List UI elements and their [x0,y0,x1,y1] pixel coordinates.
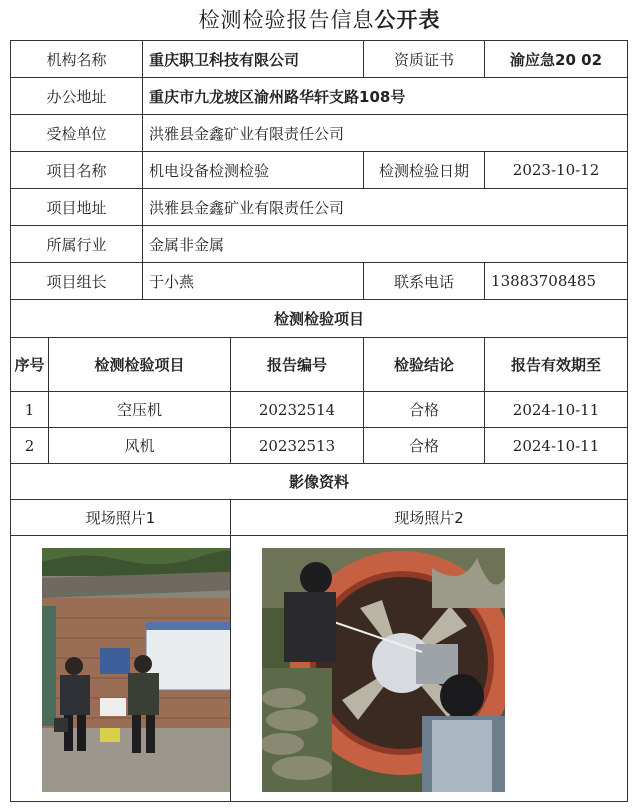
phone-value: 13883708485 [485,263,628,300]
photo-labels-row [11,500,628,536]
date-label: 检测检验日期 [364,152,485,189]
site-photo-2 [262,548,505,792]
row-valid: 2024-10-11 [485,428,628,464]
leader-label: 项目组长 [11,263,143,300]
photos-row [11,536,628,802]
photo2-label: 现场照片2 [231,500,628,536]
site-photo-1 [42,548,231,792]
address-label: 办公地址 [11,78,143,115]
row-valid: 2024-10-11 [485,392,628,428]
table-row [11,428,628,464]
row-industry [11,226,628,263]
industry-label: 所属行业 [11,226,143,263]
row-project [11,152,628,189]
row-item: 空压机 [49,392,231,428]
leader-value: 于小燕 [143,263,364,300]
site-value: 洪雅县金鑫矿业有限责任公司 [143,189,628,226]
org-value: 重庆职卫科技有限公司 [143,41,364,78]
cert-label: 资质证书 [364,41,485,78]
report-table [10,40,628,802]
project-value: 机电设备检测检验 [143,152,364,189]
industry-value: 金属非金属 [143,226,628,263]
row-org [11,41,628,78]
photo1-cell [11,536,231,802]
row-leader [11,263,628,300]
photo1-label: 现场照片1 [11,500,231,536]
row-result: 合格 [364,428,485,464]
col-result: 检验结论 [364,338,485,392]
row-client [11,115,628,152]
client-label: 受检单位 [11,115,143,152]
photo2-cell [231,536,628,802]
row-report-no: 20232513 [231,428,364,464]
col-no: 序号 [11,338,49,392]
table-row [11,392,628,428]
row-no: 1 [11,392,49,428]
row-report-no: 20232514 [231,392,364,428]
col-report-no: 报告编号 [231,338,364,392]
client-value: 洪雅县金鑫矿业有限责任公司 [143,115,628,152]
col-valid: 报告有效期至 [485,338,628,392]
site-label: 项目地址 [11,189,143,226]
row-site [11,189,628,226]
row-result: 合格 [364,392,485,428]
page-title: 检测检验报告信息公开表 [198,8,441,32]
col-item: 检测检验项目 [49,338,231,392]
row-item: 风机 [49,428,231,464]
address-value: 重庆市九龙坡区渝州路华轩支路108号 [143,78,628,115]
cert-value: 渝应急20 02 [485,41,628,78]
org-label: 机构名称 [11,41,143,78]
row-no: 2 [11,428,49,464]
project-label: 项目名称 [11,152,143,189]
items-heading-row [11,300,628,338]
row-address [11,78,628,115]
date-value: 2023-10-12 [485,152,628,189]
images-heading: 影像资料 [11,464,628,500]
images-heading-row [11,464,628,500]
items-heading: 检测检验项目 [11,300,628,338]
phone-label: 联系电话 [364,263,485,300]
items-columns-row [11,338,628,392]
